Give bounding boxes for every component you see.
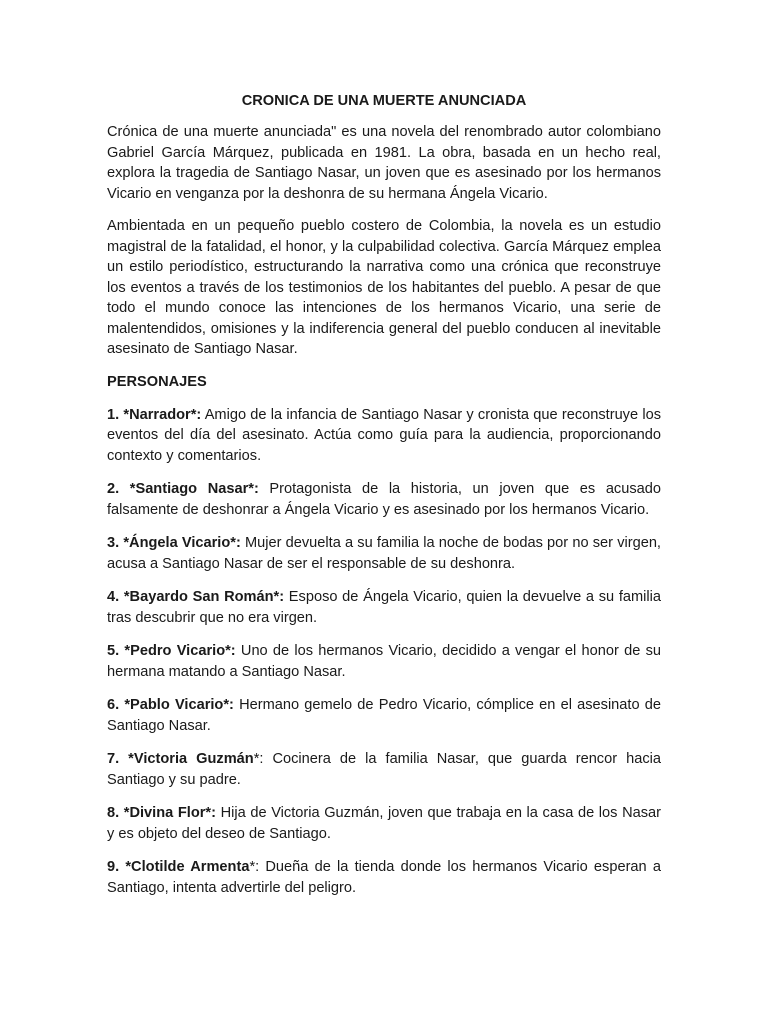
intro-paragraph-2: Ambientada en un pequeño pueblo costero de Colombia, la novela es un estudio magistral de la fatalidad, el honor, y la culpabilidad colectiva. García Márquez emplea un estilo periodístico, estructurando la narrativa como una crónica que reconstruye los eventos a través de los testimonios de los habitantes del pueblo. A pesar de que todo el mundo conoce las intenciones de los hermanos Vicario, una serie de malentendidos, omisiones y la indiferencia general del pueblo conducen al inevitable asesinato de Santiago Nasar. [107, 218, 661, 357]
character-description: Protagonista de la historia, un joven que es acusado falsamente de deshonrar a Ángela Vicario y es asesinado por los hermanos Vicario. [107, 481, 661, 518]
document-title: CRONICA DE UNA MUERTE ANUNCIADA [241, 93, 527, 109]
character-description: Hermano gemelo de Pedro Vicario, cómplice en el asesinato de Santiago Nasar. [107, 697, 662, 734]
character-entry [107, 479, 661, 520]
character-description: Hija de Victoria Guzmán, joven que trabaja en la casa de los Nasar y es objeto del deseo de Santiago. [107, 805, 661, 842]
character-entry [107, 587, 661, 628]
intro-paragraph-1: Crónica de una muerte anunciada" es una novela del renombrado autor colombiano Gabriel García Márquez, publicada en 1981. La obra, basada en un hecho real, explora la tragedia de Santiago Nasar, un joven que es asesinado por los hermanos Vicario en venganza por la deshonra de su hermana Ángela Vicario. [107, 124, 661, 202]
character-name: 2. *Santiago Nasar*: [107, 481, 259, 497]
character-entry [107, 695, 661, 736]
character-entry [107, 405, 661, 467]
character-entry [107, 803, 661, 844]
character-name: 3. *Ángela Vicario*: [107, 535, 241, 551]
character-description: Uno de los hermanos Vicario, decidido a vengar el honor de su hermana matando a Santiago Nasar. [107, 643, 662, 680]
character-entry [107, 857, 661, 898]
character-description: Amigo de la infancia de Santiago Nasar y cronista que reconstruye los eventos del día del asesinato. Actúa como guía para la audiencia, proporcionando contexto y comentarios. [107, 406, 661, 464]
character-description: *: Dueña de la tienda donde los hermanos Vicario esperan a Santiago, intenta advertirle del peligro. [107, 859, 661, 896]
character-name: 7. *Victoria Guzmán [107, 751, 254, 767]
character-description: *: Cocinera de la familia Nasar, que guarda rencor hacia Santiago y su padre. [107, 751, 661, 788]
character-name: 1. *Narrador*: [107, 406, 202, 423]
character-description: Mujer devuelta a su familia la noche de bodas por no ser virgen, acusa a Santiago Nasar de ser el responsable de su deshonra. [107, 535, 661, 572]
character-name: 5. *Pedro Vicario*: [107, 643, 236, 659]
section-heading-personajes: PERSONAJES [107, 373, 207, 390]
character-name: 6. *Pablo Vicario*: [107, 697, 234, 713]
character-entry [107, 749, 661, 790]
document-page [107, 90, 661, 911]
character-description: Esposo de Ángela Vicario, quien la devuelve a su familia tras descubrir que no era virgen. [107, 589, 661, 626]
character-name: 8. *Divina Flor*: [107, 805, 216, 821]
character-name: 4. *Bayardo San Román*: [107, 589, 285, 605]
character-entry [107, 641, 661, 682]
character-entry [107, 533, 661, 574]
character-name: 9. *Clotilde Armenta [107, 859, 250, 875]
